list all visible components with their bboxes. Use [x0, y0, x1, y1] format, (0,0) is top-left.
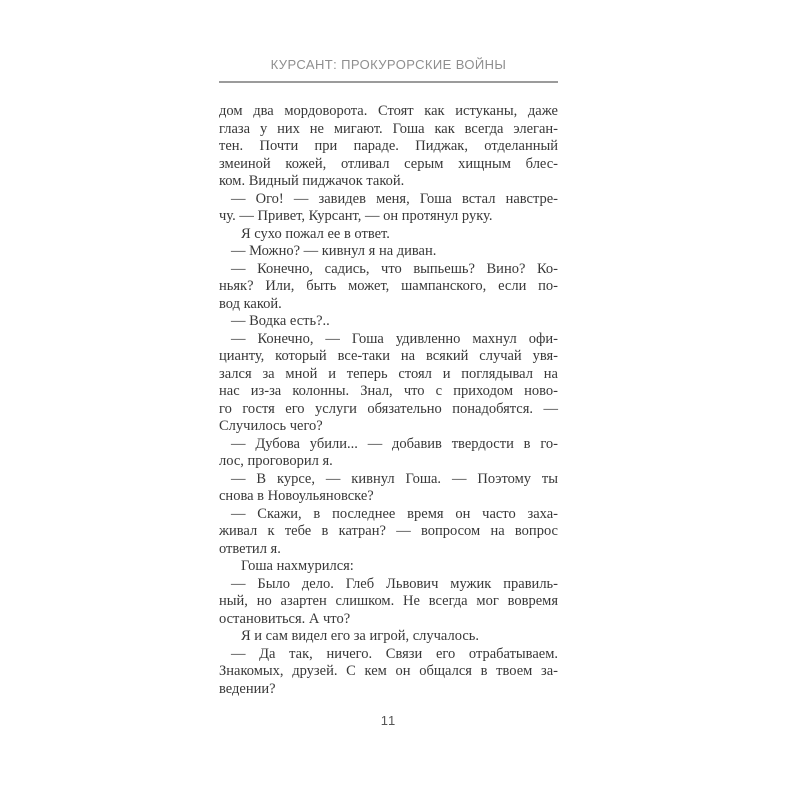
text-line: Знакомых, друзей. С кем он общался в твоем за-	[219, 663, 558, 679]
text-line: остановиться. А что?	[219, 610, 351, 627]
text-line: ньяк? Или, быть может, шампанского, если по-	[219, 278, 558, 294]
text-line: тен. Почти при параде. Пиджак, отделанный	[219, 138, 558, 154]
text-line: Я сухо пожал ее в ответ.	[241, 225, 390, 242]
text-line: чу. — Привет, Курсант, — он протянул руку.	[219, 208, 493, 224]
text-line: го гостя его услуги обязательно понадобятся. —	[219, 400, 558, 417]
text-line: — Ого! — завидев меня, Гоша встал навстре-	[231, 190, 558, 207]
text-column	[219, 57, 558, 728]
text-line: глаза у них не мигают. Гоша как всегда элеган-	[219, 120, 558, 137]
text-line: — Конечно, садись, что выпьешь? Вино? Ко-	[231, 260, 558, 277]
text-line: ответил я.	[219, 540, 281, 557]
text-line: зался за мной и теперь стоял и поглядывал на	[219, 365, 558, 382]
text-line: ведении?	[219, 680, 276, 697]
text-line: лос, проговорил я.	[219, 453, 333, 469]
text-line: — Да так, ничего. Связи его отрабатываем.	[231, 645, 558, 662]
text-line: цианту, который все-таки на всякий случай увя-	[219, 348, 558, 364]
text-line: — Конечно, — Гоша удивленно махнул офи-	[231, 330, 558, 347]
text-line: ный, но азартен слишком. Не всегда мог вовремя	[219, 593, 558, 609]
text-line: Я и сам видел его за игрой, случалось.	[241, 628, 480, 644]
page-header	[219, 57, 558, 83]
text-line: — Можно? — кивнул я на диван.	[231, 243, 437, 259]
text-line: — Скажи, в последнее время он часто заха-	[231, 505, 558, 522]
text-line: живал к тебе в катран? — вопросом на вопрос	[219, 523, 558, 539]
header-rule	[219, 81, 558, 83]
text-line: нас из-за колонны. Знал, что с приходом ново-	[219, 383, 558, 399]
text-line: вод какой.	[219, 295, 282, 312]
text-line: — Было дело. Глеб Львович мужик правиль-	[231, 575, 558, 592]
text-line: — Водка есть?..	[231, 313, 330, 329]
text-line: змеиной кожей, отливал серым хищным блес-	[219, 155, 558, 172]
text-line: — Дубова убили... — добавив твердости в го-	[231, 435, 558, 452]
page-number: 11	[380, 713, 397, 728]
text-line: ком. Видный пиджачок такой.	[219, 173, 405, 189]
text-line: снова в Новоульяновске?	[219, 488, 374, 504]
text-line: — В курсе, — кивнул Гоша. — Поэтому ты	[231, 470, 558, 487]
text-line: Гоша нахмурился:	[241, 558, 354, 574]
page-body-text	[219, 103, 558, 698]
text-line: Случилось чего?	[219, 418, 323, 434]
text-line: дом два мордоворота. Стоят как истуканы, даже	[219, 103, 558, 119]
running-header-title: КУРСАНТ: ПРОКУРОРСКИЕ ВОЙНЫ	[270, 57, 507, 72]
